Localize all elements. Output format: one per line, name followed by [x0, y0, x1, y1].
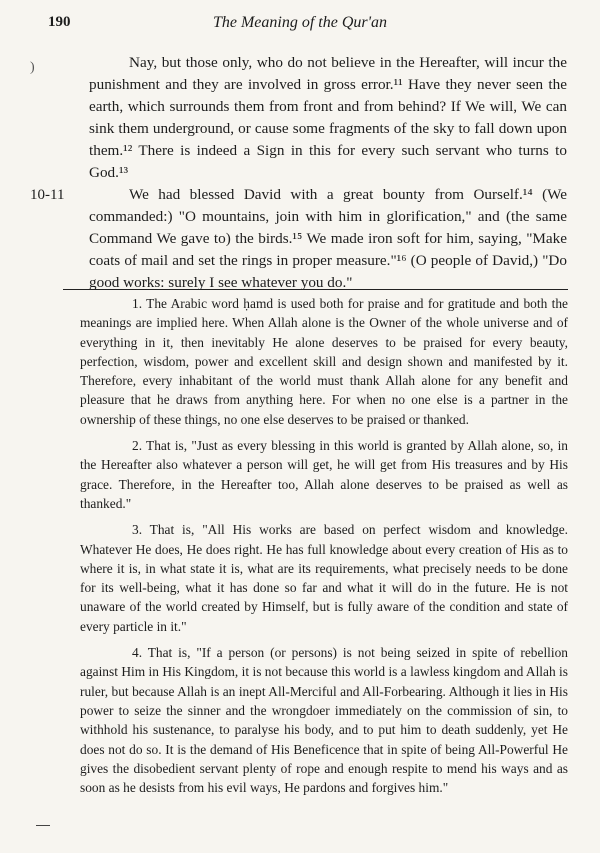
footnote-text: That is, "If a person (or persons) is not being seized in spite of rebellion against Him in His Kingdom, it is not because this world is a lawless kingdom and Allah is ruler, but because Allah is an inept All-Merciful and All-Forbearing. Although it lies in His power to seize the sinner and the wrongdoer immediately on the commission of sin, to withhold his sustenance, to paralyse his body, and to put him to death suddenly, yet He does not do so. It is the demand of His Beneficence that in spite of being All-Powerful He gives the disobedient servant plenty of rope and enough respite to mend his ways and as soon as he desists from his evil ways, He pardons and forgives him."	[80, 645, 568, 796]
footnote-number: 2.	[132, 438, 143, 454]
running-title: The Meaning of the Qur'an	[212, 14, 388, 31]
footnotes-section	[80, 294, 568, 804]
footnote-text: That is, "Just as every blessing in this world is granted by Allah alone, so, in the Hereafter also whatever a person will get, he will get from His treasures and by His grace. Therefore, in the Hereafter too, Allah alone deserves to be praised as well as thanked."	[80, 438, 568, 511]
footnote-divider	[63, 289, 568, 290]
verse-range-label: 10-11	[30, 187, 65, 203]
verse-paragraph-2	[89, 184, 567, 294]
footnote-number: 1.	[132, 296, 143, 311]
footnote-number: 3.	[132, 522, 143, 538]
footnote-text: That is, "All His works are based on perfect wisdom and knowledge. Whatever He does, He does right. He has full knowledge about every creation of His as to where it is, in what state it is, what are its requirements, what precisely needs to be done for its well-being, what it has done so far and what it will do in the future. He is not unaware of the world created by Himself, but is fully aware of the condition and state of every particle in it."	[80, 522, 568, 634]
footnote	[80, 520, 568, 636]
footnote	[80, 294, 568, 429]
verse-paragraph-1	[89, 52, 567, 184]
footnote-number: 4.	[132, 645, 143, 661]
footnote	[80, 643, 568, 797]
page-number: 190	[48, 14, 71, 30]
verse-text: We had blessed David with a great bounty from Ourself.¹⁴ (We commanded:) "O mountains, join with him in glorification," and (the same Command We gave to) the birds.¹⁵ We made iron soft for him, saying, "Make coats of mail and set the rings in proper measure."¹⁶ (O people of David,) "Do good works: surely I see whatever you do."	[89, 186, 567, 291]
footnote	[80, 436, 568, 513]
footnote-text: The Arabic word ḥamd is used both for praise and for gratitude and both the meanings are implied here. When Allah alone is the Owner of the whole universe and of everything in it, then inevitably He alone deserves to be praised for every beauty, perfection, wisdom, power and excellent skill and design shown and manifested by it. Therefore, every inhabitant of the world must thank Allah alone for any benefit and pleasure that he draws from anything here. For when no one else is a partner in the ownership of these things, no one else deserves to be praised or thanked.	[80, 296, 568, 427]
verse-text: Nay, but those only, who do not believe in the Hereafter, will incur the punishment and they are involved in gross error.¹¹ Have they never seen the earth, which surrounds them from front and from behind? If We will, We can sink them underground, or cause some fragments of the sky to fall down upon them.¹² There is indeed a Sign in this for every such servant who turns to God.¹³	[89, 54, 567, 181]
margin-dash	[36, 825, 50, 826]
margin-mark: )	[30, 60, 35, 75]
